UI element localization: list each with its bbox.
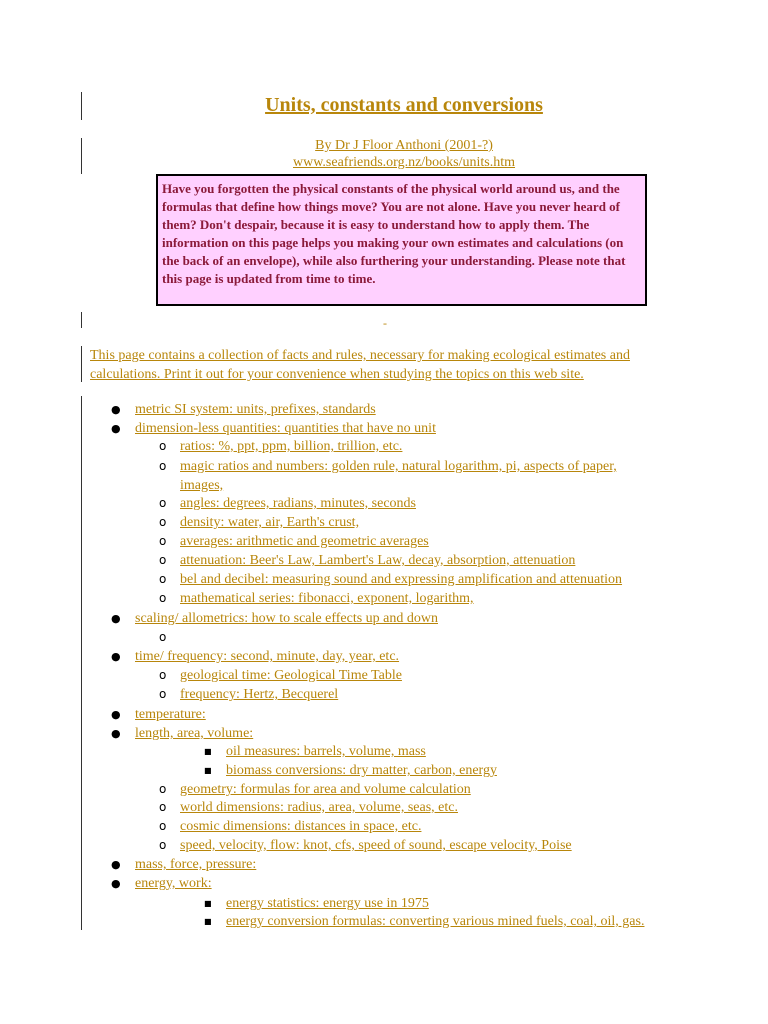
list-item <box>0 570 768 589</box>
bullet-marker: o <box>159 534 167 548</box>
list-item <box>0 798 768 817</box>
list-item <box>0 628 768 647</box>
list-item <box>0 685 768 704</box>
change-bar <box>81 346 82 382</box>
bullet-marker: ● <box>111 422 121 435</box>
toc-link[interactable]: energy conversion formulas: converting various mined fuels, coal, oil, gas. <box>226 914 645 929</box>
bullet-marker: o <box>159 496 167 510</box>
toc-link[interactable]: metric SI system: units, prefixes, standards <box>135 402 376 417</box>
list-item <box>0 780 768 799</box>
toc-link[interactable]: scaling/ allometrics: how to scale effects up and down <box>135 611 438 626</box>
list-item <box>0 836 768 855</box>
list-item <box>0 894 768 913</box>
toc-link[interactable]: oil measures: barrels, volume, mass <box>226 744 426 759</box>
bullet-marker: o <box>159 591 167 605</box>
intro-paragraph[interactable]: This page contains a collection of facts and rules, necessary for making ecological estimates and calculations. Print it out for your convenience when studying the topics on this web site. <box>90 348 630 382</box>
toc-link[interactable]: length, area, volume: <box>135 726 254 741</box>
list-item <box>0 513 768 532</box>
toc-link[interactable]: bel and decibel: measuring sound and expressing amplification and attenuation <box>180 572 623 587</box>
bullet-marker: ● <box>111 403 121 416</box>
bullet-marker: ● <box>111 612 121 625</box>
list-item <box>0 647 768 666</box>
list-item <box>0 855 768 874</box>
bullet-marker: ● <box>111 877 121 890</box>
list-item <box>0 419 768 438</box>
bullet-marker: o <box>159 515 167 529</box>
url-link[interactable]: www.seafriends.org.nz/books/units.htm <box>292 155 516 170</box>
toc-link[interactable]: biomass conversions: dry matter, carbon, energy <box>226 763 497 778</box>
bullet-marker: o <box>159 630 167 644</box>
toc-link[interactable]: angles: degrees, radians, minutes, seconds <box>180 496 416 511</box>
bullet-marker: o <box>159 572 167 586</box>
bullet-marker: ■ <box>204 766 212 775</box>
list-item <box>0 457 768 493</box>
toc-link[interactable]: time/ frequency: second, minute, day, year, etc. <box>135 649 400 664</box>
toc-link[interactable]: mathematical series: fibonacci, exponent, logarithm, <box>180 591 474 606</box>
list-item <box>0 494 768 513</box>
list-item <box>0 400 768 419</box>
toc-link[interactable]: world dimensions: radius, area, volume, seas, etc. <box>180 800 458 815</box>
list-item <box>0 705 768 724</box>
list-item <box>0 532 768 551</box>
byline <box>0 137 768 171</box>
toc-link[interactable]: averages: arithmetic and geometric averages <box>180 534 429 549</box>
toc-link[interactable]: density: water, air, Earth's crust, <box>180 515 360 530</box>
bullet-marker: o <box>159 459 167 473</box>
list-item <box>0 912 768 931</box>
bullet-marker: o <box>159 687 167 701</box>
bullet-marker: ● <box>111 727 121 740</box>
bullet-marker: o <box>159 800 167 814</box>
toc-link[interactable]: geometry: formulas for area and volume calculation <box>180 782 471 797</box>
toc-link[interactable]: temperature: <box>135 707 206 722</box>
bullet-marker: o <box>159 782 167 796</box>
list-item <box>0 761 768 780</box>
list-item <box>0 437 768 456</box>
separator-link[interactable]: - <box>383 316 387 330</box>
toc-link[interactable]: attenuation: Beer's Law, Lambert's Law, decay, absorption, attenuation <box>180 553 576 568</box>
list-item <box>0 666 768 685</box>
bullet-marker: ● <box>111 650 121 663</box>
toc-link[interactable]: cosmic dimensions: distances in space, etc. <box>180 819 422 834</box>
list-item <box>0 724 768 743</box>
toc-link[interactable]: frequency: Hertz, Becquerel <box>180 687 339 702</box>
page-title[interactable]: Units, constants and conversions <box>265 94 543 116</box>
change-bar <box>81 312 82 328</box>
toc-link[interactable]: magic ratios and numbers: golden rule, natural logarithm, pi, aspects of paper, images, <box>180 459 617 493</box>
toc-link[interactable]: energy, work: <box>135 876 212 891</box>
bullet-marker: ■ <box>204 899 212 908</box>
intro-callout-box: Have you forgotten the physical constants of the physical world around us, and the formulas that define how things move? You are not alone. Have you never heard of them? Don't despair, because it is easy to understand how to apply them. The information on this page helps you making your own estimates and calculations (on the back of an envelope), while also furthering your understanding. Please note that this page is updated from time to time. <box>156 174 647 306</box>
bullet-marker: o <box>159 819 167 833</box>
toc-link[interactable]: energy statistics: energy use in 1975 <box>226 896 429 911</box>
bullet-marker: ■ <box>204 917 212 926</box>
toc-link[interactable]: speed, velocity, flow: knot, cfs, speed of sound, escape velocity, Poise <box>180 838 572 853</box>
bullet-marker: o <box>159 838 167 852</box>
bullet-marker: ■ <box>204 747 212 756</box>
list-item <box>0 551 768 570</box>
bullet-marker: o <box>159 439 167 453</box>
bullet-marker: o <box>159 553 167 567</box>
list-item <box>0 742 768 761</box>
list-item <box>0 874 768 893</box>
toc-link[interactable]: mass, force, pressure: <box>135 857 257 872</box>
list-item <box>0 609 768 628</box>
list-item <box>0 817 768 836</box>
toc-link[interactable]: dimension-less quantities: quantities that have no unit <box>135 421 436 436</box>
bullet-marker: o <box>159 668 167 682</box>
list-item <box>0 589 768 608</box>
bullet-marker: ● <box>111 858 121 871</box>
bullet-marker: ● <box>111 708 121 721</box>
toc-link[interactable]: ratios: %, ppt, ppm, billion, trillion, etc. <box>180 439 403 454</box>
author-link[interactable]: By Dr J Floor Anthoni (2001-?) <box>315 138 493 153</box>
toc-link[interactable]: geological time: Geological Time Table <box>180 668 402 683</box>
